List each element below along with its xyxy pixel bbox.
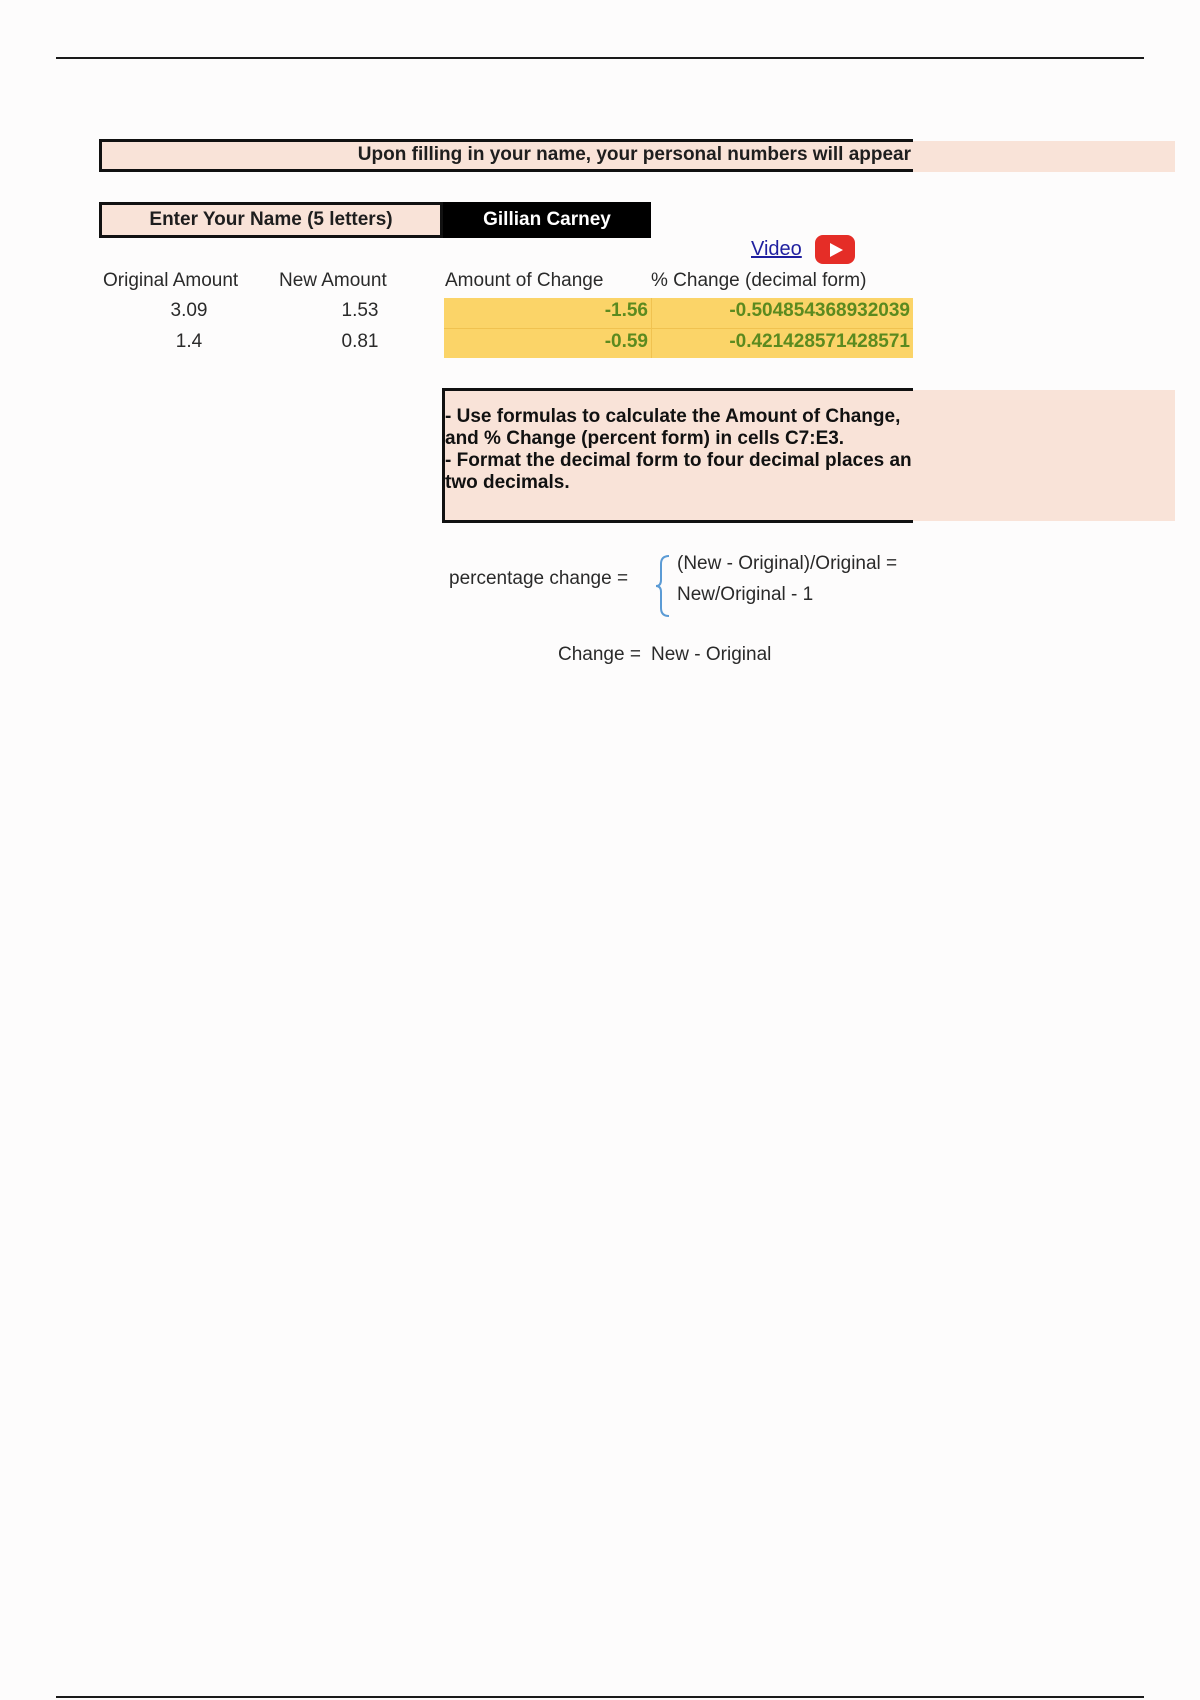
pct-formula-option1: (New - Original)/Original = [677, 553, 898, 574]
row2-original: 1.4 [175, 331, 203, 352]
change-formula-label: Change = [558, 644, 641, 665]
row2-new: 0.81 [341, 331, 379, 352]
banner-text: Upon filling in your name, your personal numbers will appear [357, 144, 911, 165]
left-brace-icon [655, 554, 671, 618]
name-input[interactable]: Gillian Carney [443, 202, 651, 238]
header-new-amount: New Amount [279, 270, 387, 291]
instruction-line: - Format the decimal form to four decimal places an [445, 450, 912, 471]
pct-formula-label: percentage change = [449, 568, 629, 589]
row2-change[interactable]: -0.59 [604, 331, 648, 352]
pct-formula-option2: New/Original - 1 [677, 584, 814, 605]
row1-pct-decimal[interactable]: -0.504854368932039 [729, 300, 910, 321]
instruction-line: two decimals. [445, 472, 570, 493]
instruction-line: - Use formulas to calculate the Amount of Change, [445, 406, 901, 427]
video-link[interactable]: Video [751, 238, 802, 260]
change-formula-expr: New - Original [651, 644, 772, 665]
name-label: Enter Your Name (5 letters) [99, 202, 443, 238]
header-original-amount: Original Amount [103, 270, 239, 291]
header-amount-of-change: Amount of Change [445, 270, 604, 291]
youtube-play-icon[interactable] [815, 235, 855, 264]
output-divider-h [444, 328, 913, 329]
row1-change[interactable]: -1.56 [604, 300, 648, 321]
banner-fill-overflow [913, 141, 1175, 172]
row2-pct-decimal[interactable]: -0.421428571428571 [729, 331, 910, 352]
instructions-text [445, 406, 913, 494]
instructions-fill-overflow [913, 390, 1175, 521]
row1-new: 1.53 [341, 300, 379, 321]
row1-original: 3.09 [170, 300, 208, 321]
header-pct-change-decimal: % Change (decimal form) [651, 270, 867, 291]
top-rule [56, 57, 1144, 59]
instruction-line: and % Change (percent form) in cells C7:E3. [445, 428, 845, 449]
bottom-rule [56, 1696, 1144, 1698]
